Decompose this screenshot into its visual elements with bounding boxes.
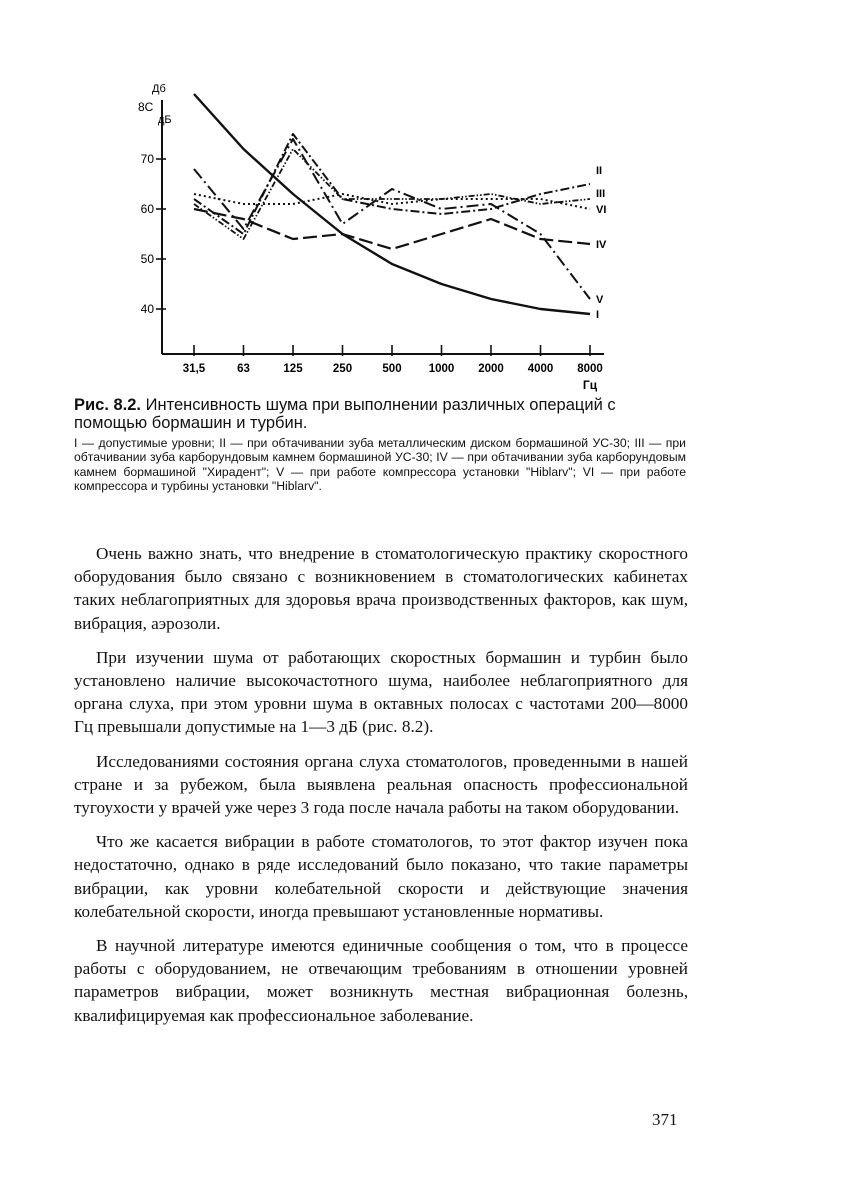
series-label-i: I: [596, 309, 600, 321]
figure-caption: [74, 396, 686, 493]
y-tick-label: 8С: [138, 100, 154, 114]
x-axis-unit-label: Гц: [582, 378, 598, 392]
x-tick-label: 8000: [577, 363, 603, 375]
x-tick-label: 125: [283, 363, 303, 375]
y-tick-label: 60: [140, 202, 154, 216]
page-number: 371: [652, 1110, 678, 1129]
caption-figure-number: Рис. 8.2.: [74, 396, 142, 414]
series-label-ii: II: [596, 165, 603, 177]
caption-legend: I — допустимые уровни; II — при обтачивании зуба металлическим диском бормашиной УС-30; III — при обтачивании зуба карборундовым камнем бормашиной УС-30; IV — при обтачивании зуба карборундовым камнем бормашиной "Хирадент"; V — при работе компрессора установки "Hiblarv"; VI — при работе компрессора и турбины установки "Hiblarv".: [74, 436, 686, 493]
chart-labels: [138, 83, 607, 392]
caption-title-text: Интенсивность шума при выполнении различных операций с помощью бормашин и турбин.: [74, 396, 616, 432]
paragraph-4: Что же касается вибрации в работе стоматологов, то этот фактор изучен пока недостаточно, однако в ряде исследований было показано, что такие параметры вибрации, как уровни колебательной скорости и действующие значения колебательной скорости, иногда превышают установленные нормативы.: [74, 832, 688, 921]
y-tick-label: 70: [140, 152, 154, 166]
series-label-iv: IV: [596, 239, 607, 251]
series-label-iii: III: [596, 188, 606, 200]
body-text: [74, 542, 688, 1038]
paragraph-3: Исследованиями состояния органа слуха стоматологов, проведенными в нашей стране и за рубежом, была выявлена реальная опасность профессиональной тугоухости у врачей уже через 3 года после начала работы на таком оборудовании.: [74, 751, 688, 818]
noise-chart: [120, 70, 640, 400]
paragraph-5: В научной литературе имеются единичные сообщения о том, что в процессе работы с оборудованием, не отвечающим требованиям в отношении уровней параметров вибрации, может возникнуть местная вибрационная болезнь, квалифицируемая как профессиональное заболевание.: [74, 936, 688, 1025]
series-line-v: [194, 139, 590, 299]
x-tick-label: 2000: [478, 363, 504, 375]
caption-title: [74, 396, 686, 432]
x-tick-label: 31,5: [182, 363, 206, 375]
x-tick-label: 4000: [527, 363, 554, 375]
x-tick-label: 63: [237, 363, 250, 375]
x-tick-label: 500: [382, 363, 402, 375]
paragraph-1: Очень важно знать, что внедрение в стоматологическую практику скоростного оборудования было связано с возникновением в стоматологических кабинетах таких неблагоприятных для здоровья врача производственных факторов, как шум, вибрация, аэрозоли.: [74, 544, 688, 633]
chart-axes: [156, 100, 607, 356]
series-line-ii: [194, 134, 590, 234]
y-axis-title-top: Дб: [152, 83, 166, 95]
paragraph-2: При изучении шума от работающих скоростных бормашин и турбин было установлено наличие высокочастотного шума, наиболее неблагоприятного для органа слуха, при этом уровни шума в октавных полосах с частотами 200—8000 Гц превышали допустимые на 1—3 дБ (рис. 8.2).: [74, 647, 688, 737]
y-tick-label: 40: [140, 302, 154, 316]
x-tick-label: 250: [332, 363, 353, 375]
series-label-vi: VI: [596, 204, 607, 216]
chart-series: [194, 94, 590, 314]
x-tick-label: 1000: [428, 363, 455, 375]
series-line-iii: [194, 149, 590, 239]
y-axis-title: дБ: [158, 114, 172, 126]
series-label-v: V: [596, 294, 604, 306]
y-tick-label: 50: [140, 252, 154, 266]
